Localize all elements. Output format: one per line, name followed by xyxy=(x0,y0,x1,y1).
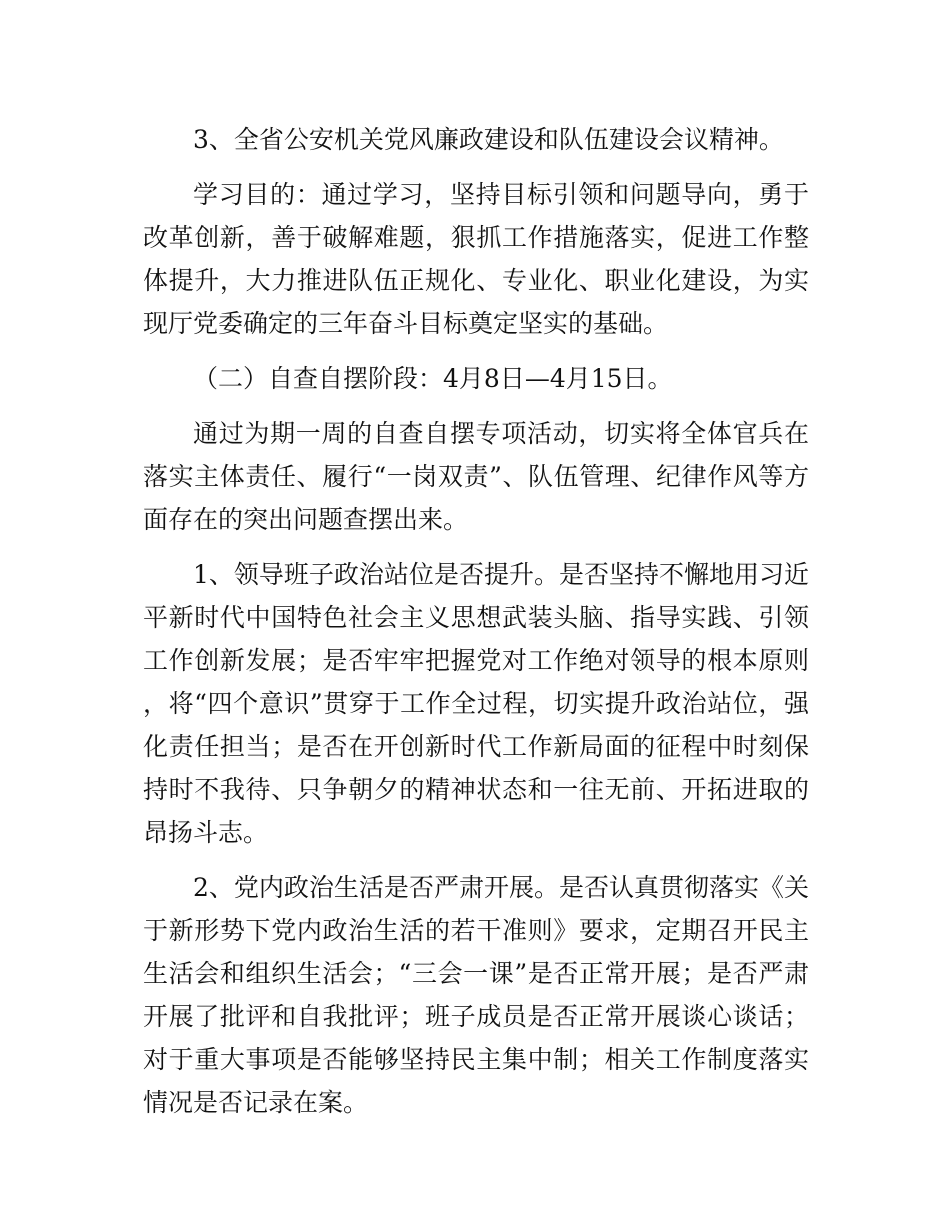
paragraph-self-check-intro: 通过为期一周的自查自摆专项活动，切实将全体官兵在落实主体责任、履行“一岗双责”、队伍管理、纪律作风等方面存在的突出问题查摆出来。 xyxy=(143,419,809,534)
paragraph-study-purpose: 学习目的：通过学习，坚持目标引领和问题导向，勇于改革创新，善于破解难题，狠抓工作措施落实，促进工作整体提升，大力推进队伍正规化、专业化、职业化建设，为实现厅党委确定的三年奋斗目标奠定坚实的基础。 xyxy=(143,180,809,338)
section-heading-self-check: （二）自查自摆阶段：4月8日—4月15日。 xyxy=(193,364,673,393)
paragraph-item-1-political-stance: 1、领导班子政治站位是否提升。是否坚持不懈地用习近平新时代中国特色社会主义思想武装头脑、指导实践、引领工作创新发展；是否牢牢把握党对工作绝对领导的根本原则，将“四个意识”贯穿于工作全过程，切实提升政治站位，强化责任担当；是否在开创新时代工作新局面的征程中时刻保持时不我待、只争朝夕的精神状态和一往无前、开拓进取的昂扬斗志。 xyxy=(143,560,809,847)
document-body xyxy=(143,118,809,1124)
paragraph-item-3-heading: 3、全省公安机关党风廉政建设和队伍建设会议精神。 xyxy=(193,125,784,154)
paragraph-item-2-party-life: 2、党内政治生活是否严肃开展。是否认真贯彻落实《关于新形势下党内政治生活的若干准则》要求，定期召开民主生活会和组织生活会；“三会一课”是否正常开展；是否严肃开展了批评和自我批评；班子成员是否正常开展谈心谈话；对于重大事项是否能够坚持民主集中制；相关工作制度落实情况是否记录在案。 xyxy=(143,873,809,1117)
